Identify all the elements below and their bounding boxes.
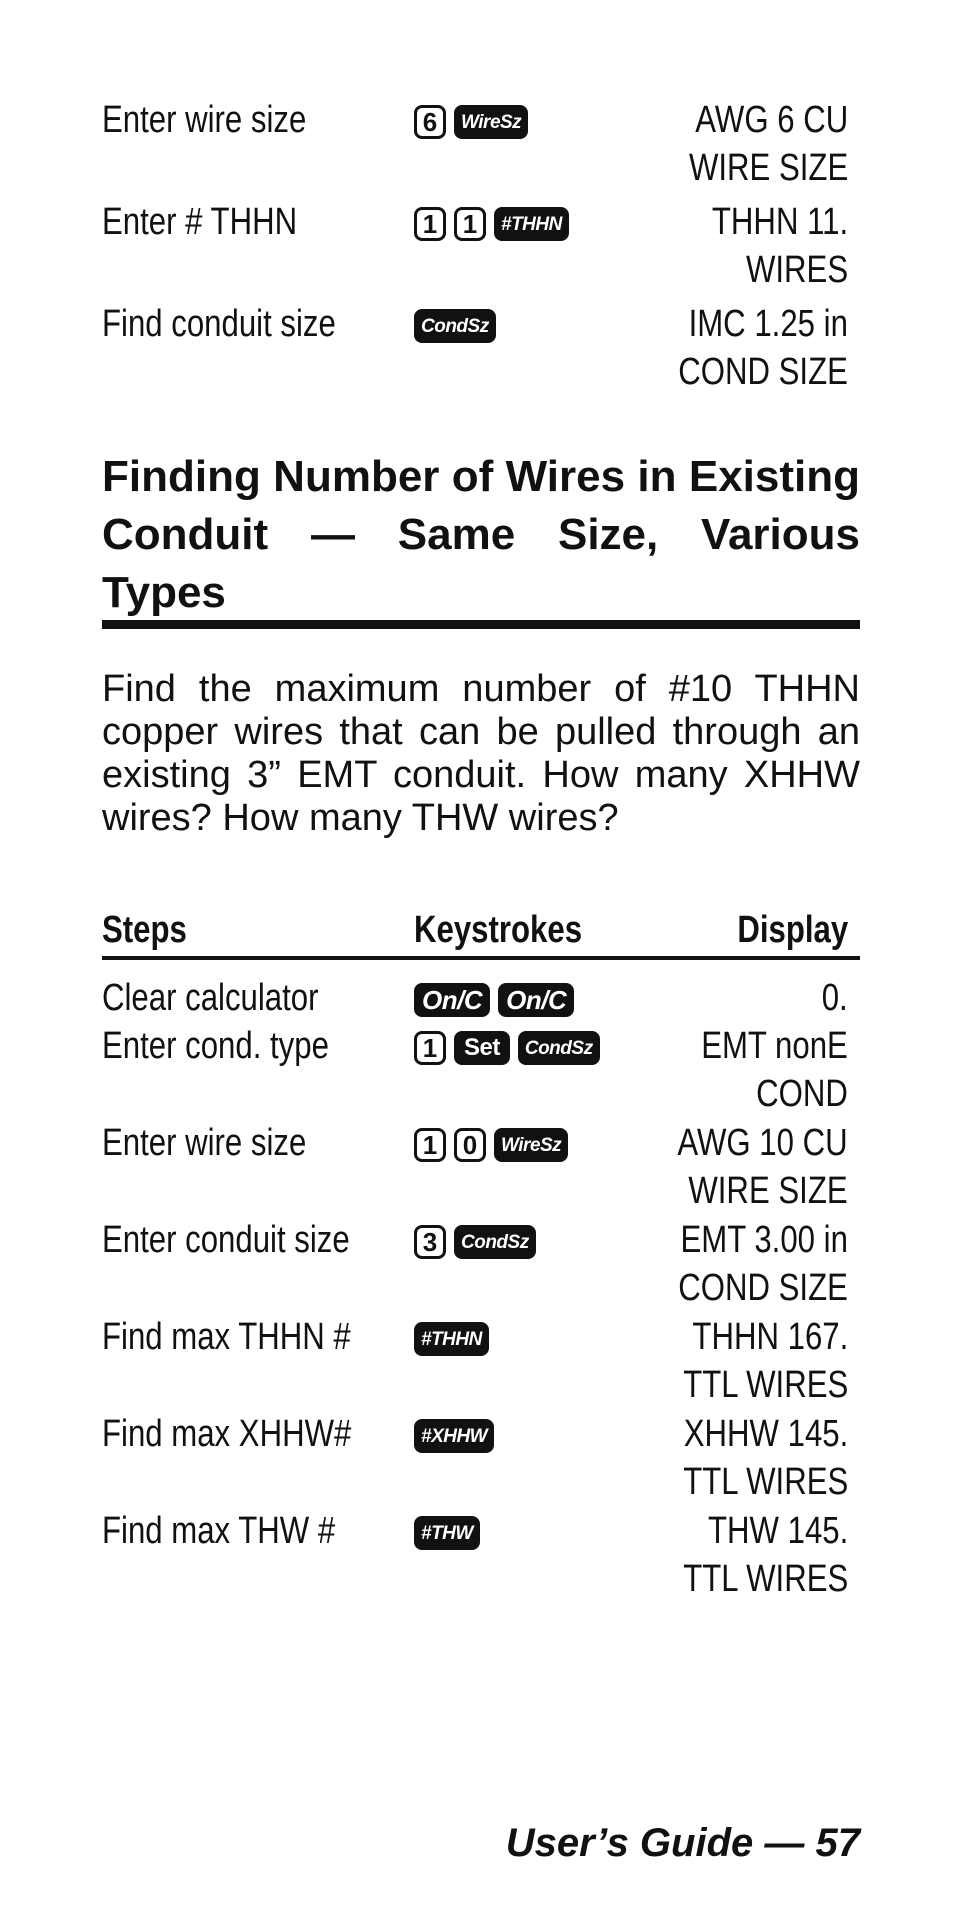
display-line: COND SIZE [678, 351, 848, 393]
step-row [102, 1022, 860, 1122]
condsz-key: CondSz [518, 1031, 600, 1065]
display-readout [701, 1022, 848, 1118]
step-label: Find max THHN # [102, 1316, 351, 1358]
step-row [102, 1119, 860, 1219]
step-label: Enter cond. type [102, 1025, 329, 1067]
step-row [102, 1507, 860, 1607]
wiresz-key: WireSz [494, 1128, 568, 1162]
header-rule [102, 956, 860, 960]
page-footer: User’s Guide — 57 [505, 1821, 860, 1865]
step-label: Enter # THHN [102, 201, 298, 243]
xhhw-key: #XHHW [414, 1419, 494, 1453]
thw-key: #THW [414, 1516, 480, 1550]
display-line: TTL WIRES [682, 1558, 848, 1600]
wiresz-key: WireSz [454, 105, 528, 139]
step-row [102, 198, 860, 298]
display-line: AWG 6 CU [695, 99, 848, 141]
1-key: 1 [414, 1031, 446, 1065]
display-line: EMT 3.00 in [680, 1219, 848, 1261]
display-readout [822, 974, 848, 1022]
display-line: WIRE SIZE [688, 147, 848, 189]
display-line: THHN 11. [711, 201, 848, 243]
1-key: 1 [454, 207, 486, 241]
step-label: Enter conduit size [102, 1219, 350, 1261]
display-line: TTL WIRES [682, 1461, 848, 1503]
6-key: 6 [414, 105, 446, 139]
display-line: XHHW 145. [683, 1413, 848, 1455]
condsz-key: CondSz [454, 1225, 536, 1259]
display-line: COND [756, 1073, 848, 1115]
1-key: 1 [414, 207, 446, 241]
step-row [102, 96, 860, 196]
1-key: 1 [414, 1128, 446, 1162]
condsz-key: CondSz [414, 309, 496, 343]
section-heading: Finding Number of Wires in Existing Conduit — Same Size, Various Types [102, 452, 860, 617]
display-line: IMC 1.25 in [688, 303, 848, 345]
manual-page [102, 0, 860, 1908]
keystrokes [414, 204, 569, 244]
header-keystrokes: Keystrokes [414, 909, 583, 951]
table-header [102, 906, 860, 956]
display-line: EMT nonE [701, 1025, 848, 1067]
display-readout [678, 300, 848, 396]
display-readout [683, 1410, 848, 1506]
keystrokes [414, 1125, 568, 1165]
display-line: THHN 167. [692, 1316, 848, 1358]
thhn-key: #THHN [494, 207, 569, 241]
display-line: 0. [822, 977, 848, 1019]
step-label: Clear calculator [102, 977, 319, 1019]
heading-rule [102, 620, 860, 629]
keystrokes [414, 1222, 536, 1262]
header-steps: Steps [102, 909, 187, 951]
display-line: COND SIZE [678, 1267, 848, 1309]
keystrokes [414, 306, 496, 346]
step-row [102, 1313, 860, 1413]
keystrokes [414, 1319, 489, 1359]
display-readout [678, 1119, 848, 1215]
step-row [102, 300, 860, 400]
step-label: Find max THW # [102, 1510, 336, 1552]
keystrokes [414, 102, 528, 142]
0-key: 0 [454, 1128, 486, 1162]
on-c-key: On/C [414, 983, 490, 1017]
display-readout [683, 1507, 848, 1603]
step-row [102, 1410, 860, 1510]
display-readout [712, 198, 848, 294]
keystrokes [414, 1028, 600, 1068]
step-label: Find conduit size [102, 303, 336, 345]
display-line: AWG 10 CU [677, 1122, 848, 1164]
keystrokes [414, 980, 574, 1020]
display-readout [678, 1216, 848, 1312]
on-c-key: On/C [498, 983, 574, 1017]
thhn-key: #THHN [414, 1322, 489, 1356]
step-label: Find max XHHW# [102, 1413, 352, 1455]
keystrokes [414, 1416, 494, 1456]
step-label: Enter wire size [102, 1122, 307, 1164]
display-line: WIRE SIZE [688, 1170, 848, 1212]
display-line: WIRES [745, 249, 848, 291]
display-line: THW 145. [707, 1510, 848, 1552]
set-key: Set [454, 1031, 510, 1065]
step-label: Enter wire size [102, 99, 307, 141]
display-line: TTL WIRES [682, 1364, 848, 1406]
header-display: Display [737, 909, 848, 951]
step-row [102, 1216, 860, 1316]
display-readout [689, 96, 848, 192]
problem-paragraph: Find the maximum number of #10 THHN copper wires that can be pulled through an existing 3” EMT conduit. How many XHHW wires? How many THW wires? [102, 668, 860, 839]
keystrokes [414, 1513, 480, 1553]
display-readout [683, 1313, 848, 1409]
3-key: 3 [414, 1225, 446, 1259]
